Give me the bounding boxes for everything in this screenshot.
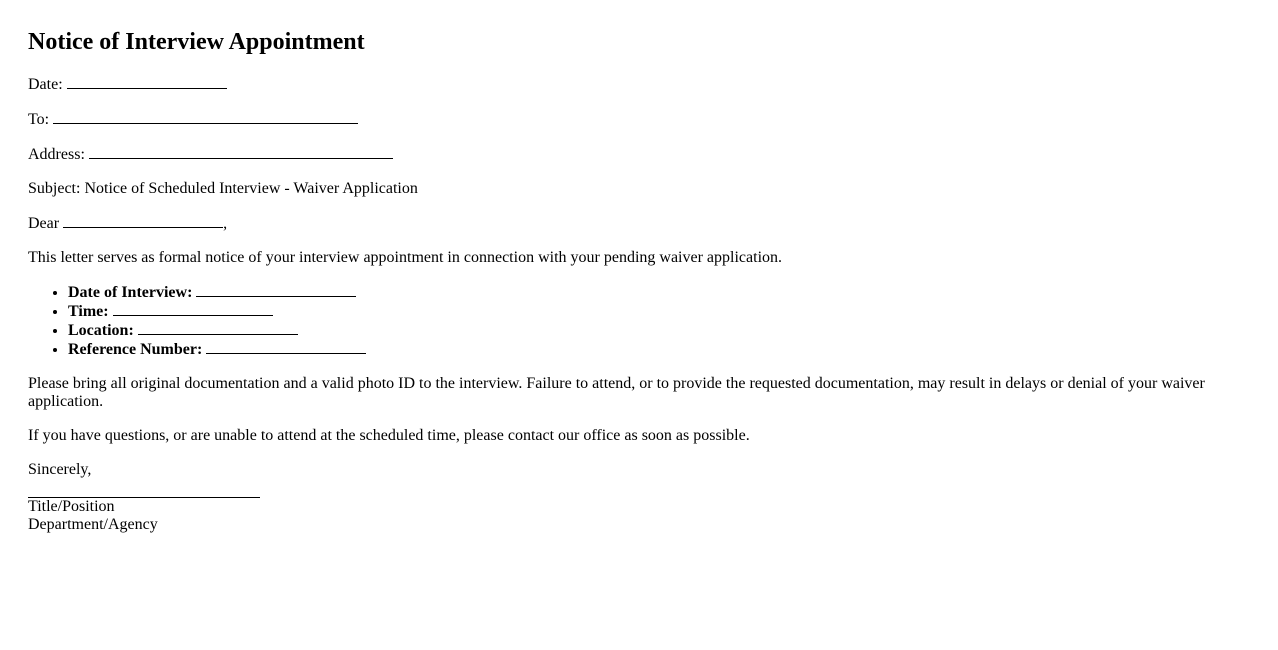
subject-line: Subject: Notice of Scheduled Interview - Waiver Application [28,180,418,197]
detail-item-date [68,283,1250,302]
detail-label: Date of Interview: [68,284,193,301]
date-row [28,75,1250,94]
closing: Sincerely, [28,461,92,478]
greeting-prefix: Dear [28,215,60,232]
date-blank [67,75,227,89]
signature-line [28,489,260,498]
detail-label: Time: [68,303,109,320]
to-row [28,110,1250,129]
detail-item-reference [68,340,1250,359]
detail-blank [113,302,273,316]
detail-blank [196,283,356,297]
greeting-suffix: , [223,215,228,232]
detail-label: Location: [68,322,134,339]
document-title: Notice of Interview Appointment [28,29,365,55]
detail-label: Reference Number: [68,341,203,358]
address-label: Address: [28,146,85,163]
appointment-details-list [28,283,1250,359]
to-label: To: [28,111,50,128]
intro-paragraph: This letter serves as formal notice of your interview appointment in connection with your pending waiver application. [28,249,783,266]
contact-paragraph: If you have questions, or are unable to attend at the scheduled time, please contact our office as soon as possible. [28,427,750,444]
to-blank [53,110,358,124]
date-label: Date: [28,76,63,93]
address-row [28,145,1250,164]
instructions-paragraph: Please bring all original documentation and a valid photo ID to the interview. Failure to attend, or to provide the requested documentation, may result in delays or denial of your waiver application. [28,375,1205,410]
signature-title: Title/Position [28,498,115,515]
detail-item-location [68,321,1250,340]
detail-blank [138,321,298,335]
detail-blank [206,340,366,354]
greeting-row [28,214,1250,233]
detail-item-time [68,302,1250,321]
recipient-name-blank [63,214,223,228]
signature-department: Department/Agency [28,516,158,533]
signature-block [28,489,1250,534]
address-blank [89,145,393,159]
